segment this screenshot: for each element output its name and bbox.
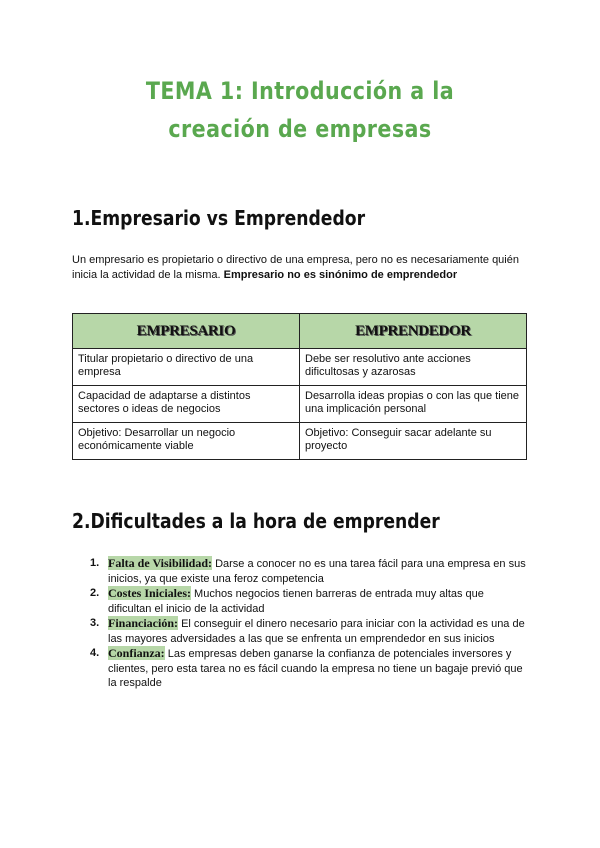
table-cell: Capacidad de adaptarse a distintos sectores o ideas de negocios — [73, 386, 300, 423]
list-description: Las empresas deben ganarse la confianza de potenciales inversores y clientes, pero esta tarea no es fácil cuando la empresa no tiene un bagaje previó que la respalde — [108, 648, 523, 689]
list-term: Financiación: — [108, 616, 179, 630]
list-item — [90, 586, 530, 616]
list-text — [108, 556, 530, 586]
intro-bold-text: Empresario no es sinónimo de emprendedor — [223, 269, 458, 281]
table-cell: Objetivo: Desarrollar un negocio económicamente viable — [73, 423, 300, 460]
list-item — [90, 646, 530, 691]
header-emprendedor: EMPRENDEDOR — [300, 314, 527, 349]
list-term: Confianza: — [108, 646, 165, 660]
comparison-table — [72, 313, 527, 460]
intro-text: Un empresario es propietario o directivo de una empresa, pero no es necesariamente quién inicia la actividad de la misma. — [72, 254, 519, 281]
list-item — [90, 556, 530, 586]
header-empresario: EMPRESARIO — [73, 314, 300, 349]
list-description: Muchos negocios tienen barreras de entrada muy altas que dificultan el inicio de la actividad — [108, 588, 484, 615]
table-header-row — [73, 314, 527, 349]
list-text — [108, 616, 530, 646]
table-cell: Debe ser resolutivo ante acciones dificultosas y azarosas — [300, 349, 527, 386]
page-title: TEMA 1: Introducción a la creación de empresas — [145, 77, 455, 143]
list-number: 1. — [90, 557, 100, 569]
table-cell: Objetivo: Conseguir sacar adelante su proyecto — [300, 423, 527, 460]
list-text — [108, 586, 530, 616]
list-description: Darse a conocer no es una tarea fácil para una empresa en sus inicios, ya que existe una feroz competencia — [108, 558, 526, 585]
difficulties-list — [90, 556, 530, 691]
table-row — [73, 349, 527, 386]
list-number: 2. — [90, 587, 100, 599]
section-heading-dificultades: 2.Dificultades a la hora de emprender — [72, 509, 440, 533]
list-number: 4. — [90, 647, 100, 659]
list-number: 3. — [90, 617, 100, 629]
list-term: Falta de Visibilidad: — [108, 556, 213, 570]
section-heading-empresario-vs-emprendedor: 1.Empresario vs Emprendedor — [72, 206, 366, 230]
list-term: Costes Iniciales: — [108, 586, 191, 600]
table-cell: Titular propietario o directivo de una empresa — [73, 349, 300, 386]
intro-paragraph — [72, 253, 532, 283]
list-description: El conseguir el dinero necesario para iniciar con la actividad es una de las mayores adversidades a las que se enfrenta un emprendedor en sus inicios — [108, 618, 525, 645]
table-row — [73, 423, 527, 460]
table-row — [73, 386, 527, 423]
list-item — [90, 616, 530, 646]
list-text — [108, 646, 530, 691]
table-cell: Desarrolla ideas propias o con las que tiene una implicación personal — [300, 386, 527, 423]
